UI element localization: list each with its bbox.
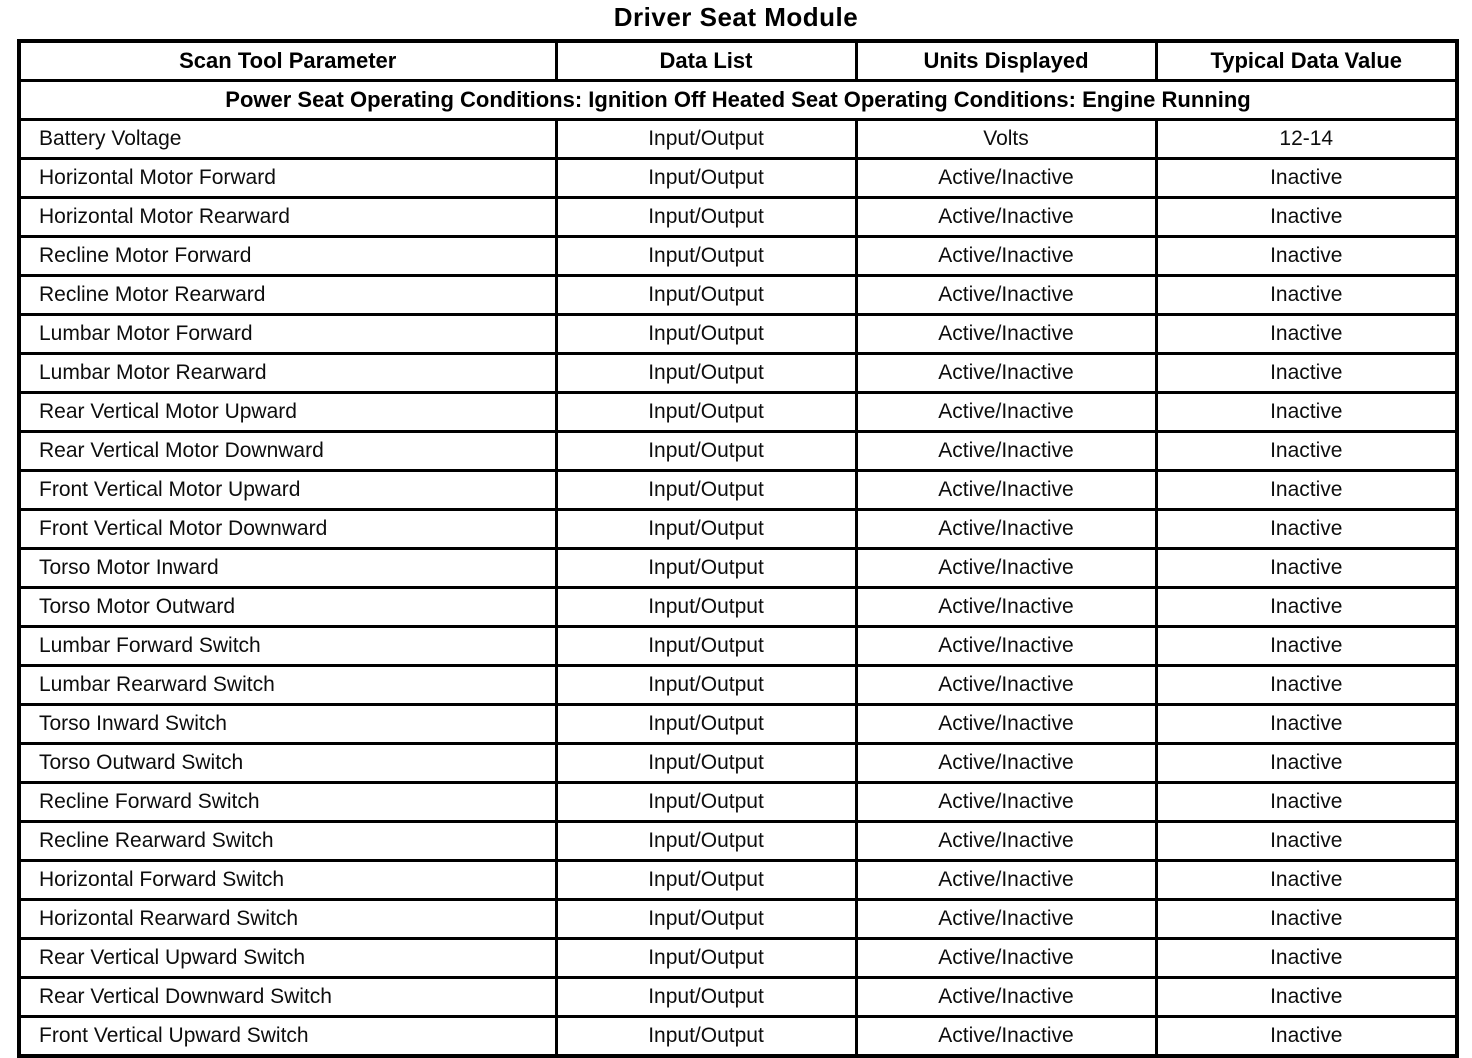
table-row [19,432,1457,471]
value-cell: Inactive [1156,861,1457,900]
table-row [19,276,1457,315]
value-cell: Inactive [1156,276,1457,315]
table-row [19,978,1457,1017]
value-cell: Inactive [1156,627,1457,666]
table-row [19,822,1457,861]
param-cell: Lumbar Forward Switch [19,627,556,666]
scan-tool-parameter-table [17,39,1459,1058]
param-cell: Rear Vertical Upward Switch [19,939,556,978]
table-row [19,315,1457,354]
header-data-list: Data List [556,41,856,81]
param-cell: Rear Vertical Motor Downward [19,432,556,471]
value-cell: Inactive [1156,159,1457,198]
data-list-cell: Input/Output [556,627,856,666]
data-list-cell: Input/Output [556,705,856,744]
units-cell: Active/Inactive [856,744,1156,783]
units-cell: Active/Inactive [856,861,1156,900]
data-list-cell: Input/Output [556,354,856,393]
data-list-cell: Input/Output [556,900,856,939]
units-cell: Active/Inactive [856,393,1156,432]
param-cell: Horizontal Motor Forward [19,159,556,198]
table-header-row [19,41,1457,81]
param-cell: Horizontal Forward Switch [19,861,556,900]
data-list-cell: Input/Output [556,861,856,900]
param-cell: Front Vertical Upward Switch [19,1017,556,1057]
param-cell: Torso Motor Outward [19,588,556,627]
units-cell: Active/Inactive [856,159,1156,198]
page-title: Driver Seat Module [613,2,859,32]
value-cell: Inactive [1156,237,1457,276]
value-cell: Inactive [1156,1017,1457,1057]
header-units-displayed: Units Displayed [856,41,1156,81]
value-cell: Inactive [1156,354,1457,393]
value-cell: Inactive [1156,822,1457,861]
table-row [19,861,1457,900]
param-cell: Rear Vertical Downward Switch [19,978,556,1017]
param-cell: Torso Motor Inward [19,549,556,588]
param-cell: Recline Motor Forward [19,237,556,276]
table-row [19,627,1457,666]
value-cell: Inactive [1156,315,1457,354]
units-cell: Active/Inactive [856,315,1156,354]
param-cell: Front Vertical Motor Upward [19,471,556,510]
data-list-cell: Input/Output [556,237,856,276]
units-cell: Active/Inactive [856,354,1156,393]
value-cell: 12-14 [1156,120,1457,159]
value-cell: Inactive [1156,939,1457,978]
units-cell: Active/Inactive [856,432,1156,471]
units-cell: Active/Inactive [856,549,1156,588]
header-typical-data-value: Typical Data Value [1156,41,1457,81]
param-cell: Rear Vertical Motor Upward [19,393,556,432]
param-cell: Torso Outward Switch [19,744,556,783]
param-cell: Battery Voltage [19,120,556,159]
table-row [19,549,1457,588]
units-cell: Active/Inactive [856,198,1156,237]
units-cell: Active/Inactive [856,1017,1156,1057]
units-cell: Active/Inactive [856,588,1156,627]
units-cell: Active/Inactive [856,822,1156,861]
param-cell: Recline Forward Switch [19,783,556,822]
units-cell: Active/Inactive [856,783,1156,822]
table-row [19,159,1457,198]
units-cell: Active/Inactive [856,705,1156,744]
units-cell: Active/Inactive [856,510,1156,549]
data-list-cell: Input/Output [556,666,856,705]
table-row [19,354,1457,393]
table-body [19,120,1457,1057]
data-list-cell: Input/Output [556,588,856,627]
data-list-cell: Input/Output [556,510,856,549]
value-cell: Inactive [1156,978,1457,1017]
value-cell: Inactive [1156,900,1457,939]
data-list-cell: Input/Output [556,549,856,588]
table-row [19,198,1457,237]
value-cell: Inactive [1156,198,1457,237]
units-cell: Active/Inactive [856,666,1156,705]
param-cell: Recline Motor Rearward [19,276,556,315]
table-row [19,705,1457,744]
units-cell: Active/Inactive [856,939,1156,978]
param-cell: Front Vertical Motor Downward [19,510,556,549]
param-cell: Horizontal Rearward Switch [19,900,556,939]
param-cell: Lumbar Motor Rearward [19,354,556,393]
table-row [19,237,1457,276]
table-row [19,120,1457,159]
value-cell: Inactive [1156,705,1457,744]
table-row [19,783,1457,822]
param-cell: Lumbar Motor Forward [19,315,556,354]
data-list-cell: Input/Output [556,198,856,237]
param-cell: Horizontal Motor Rearward [19,198,556,237]
param-cell: Lumbar Rearward Switch [19,666,556,705]
value-cell: Inactive [1156,549,1457,588]
value-cell: Inactive [1156,588,1457,627]
units-cell: Active/Inactive [856,900,1156,939]
data-list-cell: Input/Output [556,432,856,471]
header-scan-tool-parameter: Scan Tool Parameter [19,41,556,81]
table-row [19,939,1457,978]
units-cell: Active/Inactive [856,471,1156,510]
param-cell: Recline Rearward Switch [19,822,556,861]
table-row [19,744,1457,783]
table-row [19,588,1457,627]
table-row [19,900,1457,939]
data-list-cell: Input/Output [556,393,856,432]
value-cell: Inactive [1156,783,1457,822]
units-cell: Active/Inactive [856,237,1156,276]
units-cell: Active/Inactive [856,978,1156,1017]
data-list-cell: Input/Output [556,120,856,159]
data-list-cell: Input/Output [556,783,856,822]
data-list-cell: Input/Output [556,159,856,198]
operating-conditions-row [19,81,1457,120]
value-cell: Inactive [1156,393,1457,432]
data-list-cell: Input/Output [556,822,856,861]
operating-conditions-text: Power Seat Operating Conditions: Ignition Off Heated Seat Operating Conditions: Engine Running [19,81,1457,120]
data-list-cell: Input/Output [556,276,856,315]
value-cell: Inactive [1156,744,1457,783]
table-row [19,471,1457,510]
param-cell: Torso Inward Switch [19,705,556,744]
value-cell: Inactive [1156,432,1457,471]
data-list-cell: Input/Output [556,1017,856,1057]
table-row [19,393,1457,432]
data-list-cell: Input/Output [556,978,856,1017]
value-cell: Inactive [1156,666,1457,705]
value-cell: Inactive [1156,471,1457,510]
data-list-cell: Input/Output [556,939,856,978]
data-list-cell: Input/Output [556,744,856,783]
units-cell: Active/Inactive [856,276,1156,315]
data-list-cell: Input/Output [556,315,856,354]
units-cell: Volts [856,120,1156,159]
table-row [19,510,1457,549]
table-row [19,1017,1457,1057]
data-list-cell: Input/Output [556,471,856,510]
table-row [19,666,1457,705]
value-cell: Inactive [1156,510,1457,549]
units-cell: Active/Inactive [856,627,1156,666]
